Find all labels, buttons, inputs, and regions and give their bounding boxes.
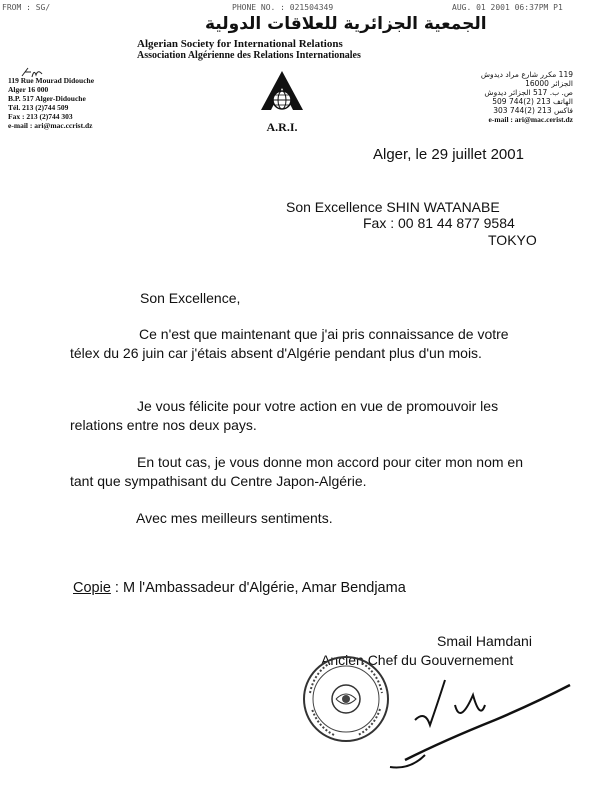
address-line: الهاتف 213 (2)744 509 bbox=[492, 97, 573, 106]
paragraph-1: Ce n'est que maintenant que j'ai pris connaissance de votre télex du 26 juin car j'étais absent d'Algérie pendant plus d'un mois. bbox=[70, 326, 509, 361]
ari-logo bbox=[252, 70, 312, 135]
address-line: ص. ب. 517 الجزائر ديدوش bbox=[484, 88, 573, 97]
address-line: الجزائر 16000 bbox=[525, 79, 573, 88]
address-line: B.P. 517 Alger-Didouche bbox=[8, 94, 86, 103]
copy-line bbox=[73, 580, 406, 596]
letter-date: Alger, le 29 juillet 2001 bbox=[373, 146, 524, 163]
official-stamp bbox=[300, 653, 392, 745]
fax-datetime: AUG. 01 2001 06:37PM P1 bbox=[452, 3, 563, 12]
handwritten-initials bbox=[20, 66, 46, 80]
address-french bbox=[8, 76, 94, 130]
fax-phone: PHONE NO. : 021504349 bbox=[232, 3, 334, 12]
address-arabic bbox=[463, 70, 573, 124]
logo-text: A.R.I. bbox=[266, 120, 298, 134]
signer-title: Ancien Chef du Gouvernement bbox=[321, 652, 514, 668]
address-line: Alger 16 000 bbox=[8, 85, 49, 94]
signer-name: Smail Hamdani bbox=[437, 633, 532, 649]
org-name-english: Algerian Society for International Relations bbox=[137, 38, 343, 50]
ari-logo-emblem-icon bbox=[259, 70, 305, 112]
address-line: Tél. 213 (2)744 509 bbox=[8, 103, 69, 112]
handwritten-signature bbox=[385, 665, 585, 775]
address-line: e-mail : ari@mac.cerist.dz bbox=[488, 115, 573, 124]
recipient-fax: Fax : 00 81 44 877 9584 bbox=[363, 215, 515, 231]
fax-from: FROM : SG/ bbox=[2, 3, 51, 12]
paragraph-2: Je vous félicite pour votre action en vue de promouvoir les relations entre nos deux pays. bbox=[70, 398, 499, 433]
address-line: Fax : 213 (2)744 303 bbox=[8, 112, 73, 121]
copy-label: Copie bbox=[73, 580, 111, 596]
address-line: 119 Rue Mourad Didouche bbox=[8, 76, 95, 85]
address-line: e-mail : ari@mac.ccrist.dz bbox=[8, 121, 93, 130]
paragraph-3: En tout cas, je vous donne mon accord pour citer mon nom en tant que sympathisant du Centre Japon-Algérie. bbox=[70, 454, 523, 489]
recipient-name: Son Excellence SHIN WATANABE bbox=[286, 199, 500, 215]
address-line: فاكس 213 (2)744 303 bbox=[493, 106, 573, 115]
address-line: 119 مكرر شارع مراد ديدوش bbox=[480, 70, 573, 79]
org-name-french: Association Algérienne des Relations Internationales bbox=[137, 50, 361, 61]
recipient-city: TOKYO bbox=[488, 232, 537, 248]
copy-recipient: : M l'Ambassadeur d'Algérie, Amar Bendjama bbox=[110, 580, 406, 596]
org-name-arabic: الجمعية الجزائرية للعلاقات الدولية bbox=[205, 14, 487, 34]
salutation: Son Excellence, bbox=[140, 290, 241, 306]
closing-line: Avec mes meilleurs sentiments. bbox=[136, 510, 333, 526]
